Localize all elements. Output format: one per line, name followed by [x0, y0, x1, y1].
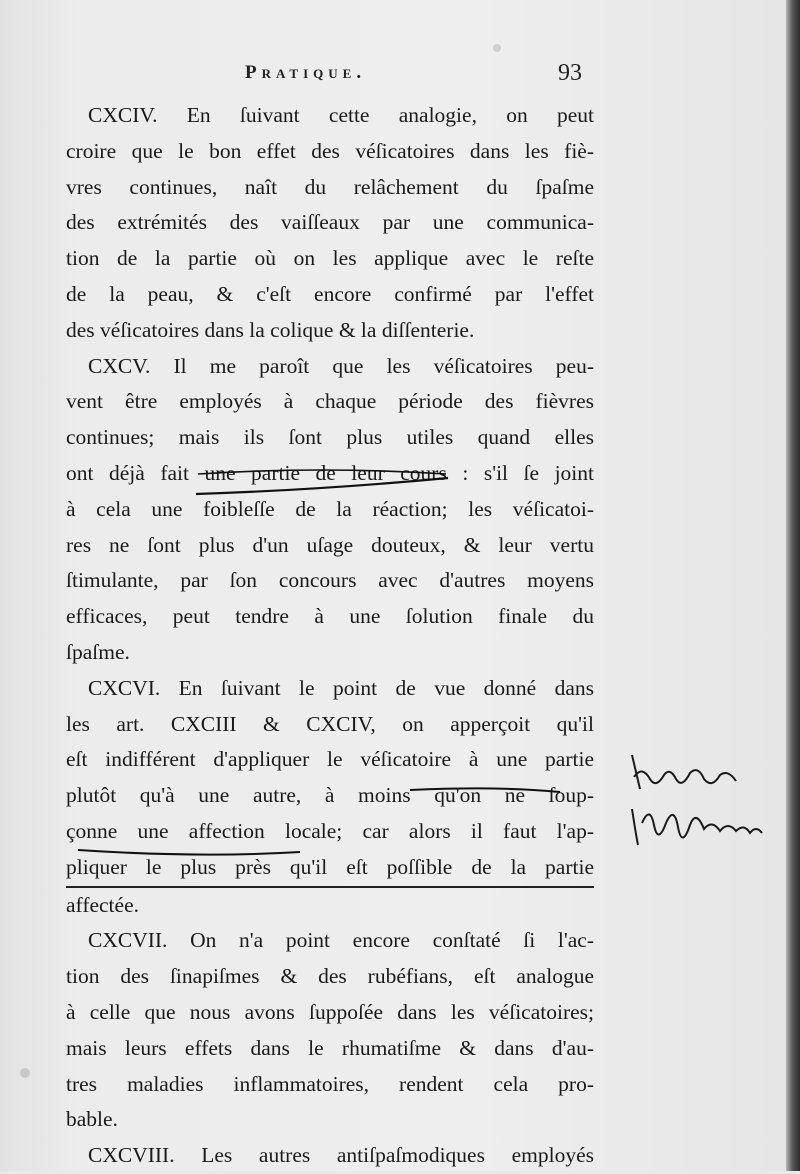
text-line: mais leurs effets dans le rhumatiſme & dans d'au-	[66, 1035, 594, 1060]
text-line: plutôt qu'à une autre, à moins qu'on ne ſoup-	[66, 783, 594, 808]
ink-spot	[20, 1068, 30, 1078]
text-line-underlined: çonne une affection locale; car alors il faut l'ap-	[66, 818, 594, 843]
text-line: CXCV. Il me paroît que les véſicatoires peu-	[88, 353, 594, 378]
text-line: continues; mais ils ſont plus utiles quand elles	[66, 425, 594, 450]
text-line: eſt indifférent d'appliquer le véſicatoire à une partie	[66, 747, 594, 772]
text-line: ont déjà fait une partie de leur cours : s'il ſe joint	[66, 460, 594, 485]
text-line: tion des ſinapiſmes & des rubéfians, eſt analogue	[66, 964, 594, 989]
text-line: les art. CXCIII & CXCIV, on apperçoit qu'il	[66, 711, 594, 736]
text-line: tion de la partie où on les applique avec le reſte	[66, 246, 594, 271]
text-line: croire que le bon effet des véſicatoires dans les fiè-	[66, 138, 594, 163]
text-line: tres maladies inflammatoires, rendent cela pro-	[66, 1071, 594, 1096]
text-line: ſtimulante, par ſon concours avec d'autres moyens	[66, 568, 594, 593]
text-line-underlined: affectée.	[66, 892, 139, 917]
text-line: bable.	[66, 1107, 118, 1132]
book-spine	[786, 0, 800, 1171]
text-line: CXCIV. En ſuivant cette analogie, on peut	[88, 103, 594, 127]
body-text	[66, 98, 594, 1174]
text-line: res ne ſont plus d'un uſage douteux, & leur vertu	[66, 532, 594, 557]
text-line: CXCVIII. Les autres antiſpaſmodiques employés	[88, 1143, 594, 1168]
page-number: 93	[558, 60, 582, 86]
text-line-underlined: à cela une foibleſſe de la réaction; les véſicatoi-	[66, 496, 594, 521]
running-header	[0, 60, 786, 100]
ink-spot	[493, 44, 501, 52]
running-title: Pratique.	[245, 62, 367, 83]
text-line: à celle que nous avons ſuppoſée dans les véſicatoires;	[66, 999, 594, 1024]
handwriting-scribble	[620, 745, 780, 865]
text-line: ſpaſme.	[66, 639, 130, 664]
text-line: CXCVII. On n'a point encore conſtaté ſi l'ac-	[88, 928, 594, 953]
text-line: vent être employés à chaque période des fièvres	[66, 389, 594, 414]
text-line: CXCVI. En ſuivant le point de vue donné dans	[88, 675, 594, 700]
text-line: efficaces, peut tendre à une ſolution finale du	[66, 604, 594, 629]
text-line: de la peau, & c'eſt encore confirmé par l'effet	[66, 281, 594, 306]
text-line: vres continues, naît du relâchement du ſpaſme	[66, 174, 594, 199]
text-line: des extrémités des vaiſſeaux par une communica-	[66, 210, 594, 235]
handwritten-margin-note	[620, 745, 780, 865]
text-line: des véſicatoires dans la colique & la diſſenterie.	[66, 317, 475, 342]
text-line-underlined: pliquer le plus près qu'il eſt poſſible de la partie	[66, 850, 594, 888]
